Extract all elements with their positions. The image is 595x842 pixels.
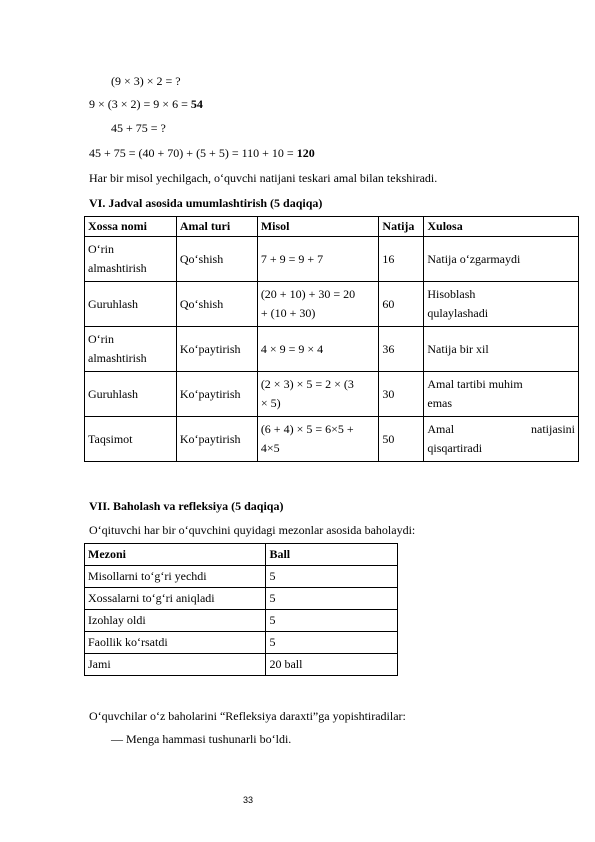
cell-result: 16 (379, 237, 424, 282)
cell-property: Guruhlash (85, 282, 177, 327)
table-row (85, 372, 579, 417)
cell-criterion: Jami (85, 654, 266, 676)
cell-example: 4 × 9 = 9 × 4 (257, 327, 379, 372)
equation-4-result: 120 (296, 146, 315, 160)
cell-operation: Ko‘paytirish (176, 327, 257, 372)
cell-score: 5 (266, 610, 398, 632)
equation-2 (89, 97, 203, 111)
equation-2-text: 9 × (3 × 2) = 9 × 6 = (89, 97, 191, 111)
cell-score: 5 (266, 632, 398, 654)
cell-operation: Qo‘shish (176, 237, 257, 282)
header-cell: Ball (266, 544, 398, 566)
header-cell: Mezoni (85, 544, 266, 566)
header-cell: Xulosa (424, 217, 579, 237)
cell-criterion: Faollik ko‘rsatdi (85, 632, 266, 654)
header-cell: Misol (257, 217, 379, 237)
cell-property: Taqsimot (85, 417, 177, 462)
reflection-quote: — Menga hammasi tushunarli bo‘ldi. (111, 732, 292, 746)
cell-result: 36 (379, 327, 424, 372)
cell-conclusion: Amal natijasini qisqartiradi (424, 417, 579, 462)
table-header-row (85, 544, 398, 566)
equation-3: 45 + 75 = ? (111, 121, 166, 135)
cell-conclusion: Amal tartibi muhim emas (424, 372, 579, 417)
cell-operation: Qo‘shish (176, 282, 257, 327)
table-row (85, 610, 398, 632)
table-row (85, 588, 398, 610)
cell-operation: Ko‘paytirish (176, 372, 257, 417)
cell-score: 5 (266, 588, 398, 610)
table-row (85, 566, 398, 588)
cell-property: Guruhlash (85, 372, 177, 417)
table-row (85, 237, 579, 282)
equation-2-result: 54 (190, 97, 203, 111)
cell-example: (6 + 4) × 5 = 6×5 + 4×5 (257, 417, 379, 462)
cell-conclusion: Natija bir xil (424, 327, 579, 372)
header-cell: Amal turi (176, 217, 257, 237)
cell-conclusion: Natija o‘zgarmaydi (424, 237, 579, 282)
equation-1: (9 × 3) × 2 = ? (111, 74, 181, 88)
section-6-heading: VI. Jadval asosida umumlashtirish (5 daqiqa) (89, 196, 323, 210)
table-row (85, 632, 398, 654)
cell-conclusion: Hisoblash qulaylashadi (424, 282, 579, 327)
header-cell: Xossa nomi (85, 217, 177, 237)
cell-operation: Ko‘paytirish (176, 417, 257, 462)
properties-table (84, 216, 579, 462)
equation-4-text: 45 + 75 = (40 + 70) + (5 + 5) = 110 + 10 = (89, 146, 297, 160)
table-row (85, 654, 398, 676)
assessment-table (84, 543, 398, 676)
cell-example: (2 × 3) × 5 = 2 × (3 × 5) (257, 372, 379, 417)
table-row (85, 327, 579, 372)
cell-score: 5 (266, 566, 398, 588)
reflection-note: O‘quvchilar o‘z baholarini “Refleksiya daraxti”ga yopishtiradilar: (89, 709, 406, 723)
cell-score: 20 ball (266, 654, 398, 676)
cell-property: O‘rin almashtirish (85, 327, 177, 372)
cell-criterion: Misollarni to‘g‘ri yechdi (85, 566, 266, 588)
cell-criterion: Izohlay oldi (85, 610, 266, 632)
cell-result: 50 (379, 417, 424, 462)
cell-result: 30 (379, 372, 424, 417)
cell-example: (20 + 10) + 30 = 20 + (10 + 30) (257, 282, 379, 327)
cell-criterion: Xossalarni to‘g‘ri aniqladi (85, 588, 266, 610)
equation-4 (89, 146, 315, 160)
cell-example: 7 + 9 = 9 + 7 (257, 237, 379, 282)
table-row (85, 417, 579, 462)
table-row (85, 282, 579, 327)
check-note: Har bir misol yechilgach, o‘quvchi natijani teskari amal bilan tekshiradi. (89, 171, 438, 185)
table-header-row (85, 217, 579, 237)
assessment-intro: O‘qituvchi har bir o‘quvchini quyidagi mezonlar asosida baholaydi: (89, 523, 416, 537)
section-7-heading: VII. Baholash va refleksiya (5 daqiqa) (89, 499, 284, 513)
page-number: 33 (243, 795, 254, 805)
cell-property: O‘rin almashtirish (85, 237, 177, 282)
header-cell: Natija (379, 217, 424, 237)
cell-result: 60 (379, 282, 424, 327)
